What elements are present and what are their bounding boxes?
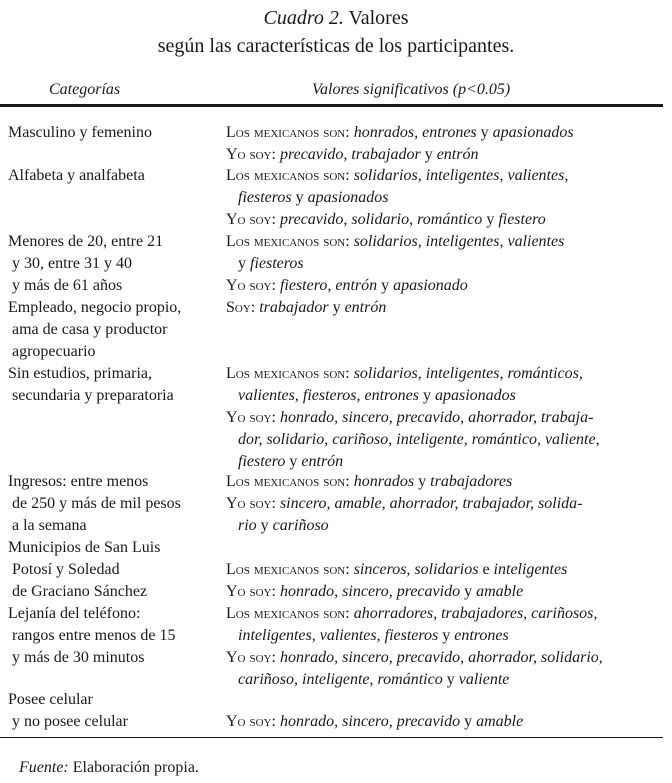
category-line: Potosí y Soledad [12, 561, 120, 578]
category-line: agropecuario [12, 343, 96, 360]
values-label: Yo soy: [226, 146, 276, 163]
column-header-values: Valores significativos (p<0.05) [312, 81, 511, 98]
values-line [226, 582, 523, 602]
values-text: fiestero, entrón [275, 277, 382, 294]
values-text: sinceros, solidarios [349, 561, 483, 578]
values-text: apasionados [431, 387, 516, 404]
values-text: solidarios, inteligentes, valientes [349, 233, 565, 250]
values-line [238, 430, 600, 450]
values-text: apasionado [389, 277, 468, 294]
category-line: Menores de 20, entre 21 [8, 233, 164, 250]
values-text: valiente [454, 671, 510, 688]
values-text: y [423, 387, 431, 404]
values-label: Los mexicanos son: [226, 365, 350, 382]
values-text: trabajador [255, 299, 333, 316]
values-text: entrón [432, 146, 479, 163]
values-text: y [442, 627, 451, 644]
values-label: Yo soy: [226, 277, 276, 294]
values-line [226, 472, 512, 492]
category-line: secundaria y preparatoria [12, 387, 174, 404]
values-line [238, 386, 516, 406]
values-text: honrado, sincero, precavido, ahorrador, trabaja- [275, 409, 594, 426]
category-line: Ingresos: entre menos [8, 473, 149, 490]
values-text: entrones [450, 627, 509, 644]
footnote-text: Elaboración propia. [68, 759, 199, 776]
values-label: Los mexicanos son: [226, 561, 350, 578]
values-label: Yo soy: [226, 583, 276, 600]
values-text: fiestero [238, 453, 290, 470]
values-line [226, 276, 468, 296]
values-line [226, 364, 583, 384]
values-line [238, 188, 389, 208]
values-text: y [486, 211, 495, 228]
values-text: fiesteros [246, 255, 304, 272]
values-text: y [464, 583, 473, 600]
values-text: entrón [297, 453, 344, 470]
values-text: y [289, 453, 298, 470]
category-line: Municipios de San Luis [8, 539, 161, 556]
values-text: ahorradores, trabajadores, cariñosos, [349, 605, 598, 622]
values-text: y [480, 124, 489, 141]
category-line: y 30, entre 31 y 40 [12, 255, 132, 272]
values-text: cariñoso, inteligente, romántico [238, 671, 447, 688]
category-line: y más de 61 años [12, 277, 123, 294]
values-text: apasionados [303, 189, 389, 206]
values-line [238, 254, 304, 274]
values-text: inteligentes [489, 561, 568, 578]
category-line: Masculino y femenino [8, 124, 152, 141]
values-text: y [332, 299, 341, 316]
category-line: de 250 y más de mil pesos [12, 495, 181, 512]
values-text: apasionados [488, 124, 574, 141]
values-line [226, 123, 574, 143]
values-text: inteligentes, valientes, fiesteros [238, 627, 443, 644]
values-text: y [464, 713, 473, 730]
values-line [226, 408, 593, 428]
values-text: dor, solidario, cariñoso, inteligente, romántico, valiente, [238, 431, 600, 448]
values-line [238, 452, 343, 472]
table-title-text: Valores [343, 7, 409, 29]
category-line: Lejanía del teléfono: [8, 605, 141, 622]
table-title [0, 7, 672, 29]
values-text: e [482, 561, 490, 578]
values-text: honrado, sincero, precavido [275, 713, 465, 730]
values-text: honrados, entrones [349, 124, 481, 141]
values-text: y [238, 255, 246, 272]
values-text: solidarios, inteligentes, románticos, [349, 365, 583, 382]
values-text: amable [472, 713, 524, 730]
table-number: Cuadro 2. [263, 7, 344, 29]
values-text: fiesteros [238, 189, 296, 206]
values-label: Yo soy: [226, 649, 276, 666]
values-label: Yo soy: [226, 409, 276, 426]
footnote-label: Fuente: [19, 759, 69, 776]
values-text: precavido, solidario, romántico [275, 211, 487, 228]
values-text: solidarios, inteligentes, valientes, [349, 167, 569, 184]
values-text: entrón [340, 299, 387, 316]
values-text: amable [472, 583, 524, 600]
values-label: Soy: [226, 299, 256, 316]
values-line [226, 604, 597, 624]
values-line [226, 298, 386, 318]
values-label: Los mexicanos son: [226, 124, 350, 141]
values-label: Los mexicanos son: [226, 167, 350, 184]
values-text: honrados [349, 473, 419, 490]
category-line: y no posee celular [12, 713, 128, 730]
header-rule [0, 104, 663, 107]
values-text: rio [238, 517, 261, 534]
values-text: y [446, 671, 455, 688]
values-line [238, 626, 509, 646]
values-text: cariñoso [268, 517, 329, 534]
category-line: rangos entre menos de 15 [12, 627, 176, 644]
category-line: y más de 30 minutos [12, 649, 145, 666]
category-line: ama de casa y productor [12, 321, 168, 338]
values-line [238, 516, 329, 536]
category-line: Sin estudios, primaria, [8, 365, 152, 382]
bottom-rule [0, 737, 663, 738]
values-line [226, 560, 567, 580]
column-header-categories: Categorías [49, 81, 121, 98]
values-text: honrado, sincero, precavido, ahorrador, solidario, [275, 649, 603, 666]
values-text: y [418, 473, 427, 490]
values-text: honrado, sincero, precavido [275, 583, 465, 600]
values-text: y [260, 517, 269, 534]
category-line: a la semana [12, 517, 87, 534]
values-line [226, 210, 546, 230]
values-label: Los mexicanos son: [226, 605, 350, 622]
values-text: valientes, fiesteros, entrones [238, 387, 423, 404]
category-line: Empleado, negocio propio, [8, 299, 182, 316]
values-label: Los mexicanos son: [226, 473, 350, 490]
values-label: Yo soy: [226, 495, 276, 512]
values-text: y [381, 277, 390, 294]
values-line [226, 494, 582, 514]
values-line [226, 648, 603, 668]
values-text: fiestero [494, 211, 546, 228]
values-line [226, 712, 523, 732]
category-line: Posee celular [8, 691, 93, 708]
values-label: Yo soy: [226, 211, 276, 228]
values-text: y [295, 189, 304, 206]
values-text: sincero, amable, ahorrador, trabajador, solida- [275, 495, 583, 512]
values-line [226, 232, 564, 252]
values-label: Los mexicanos son: [226, 233, 350, 250]
table-subtitle: según las características de los participantes. [157, 35, 515, 57]
category-line: de Graciano Sánchez [12, 583, 148, 600]
values-text: precavido, trabajador [275, 146, 425, 163]
category-line: Alfabeta y analfabeta [8, 167, 145, 184]
values-line [226, 166, 568, 186]
values-line [226, 145, 478, 165]
values-text: y [424, 146, 433, 163]
values-label: Yo soy: [226, 713, 276, 730]
table-footnote [19, 759, 199, 777]
values-text: trabajadores [426, 473, 513, 490]
values-line [238, 670, 509, 690]
